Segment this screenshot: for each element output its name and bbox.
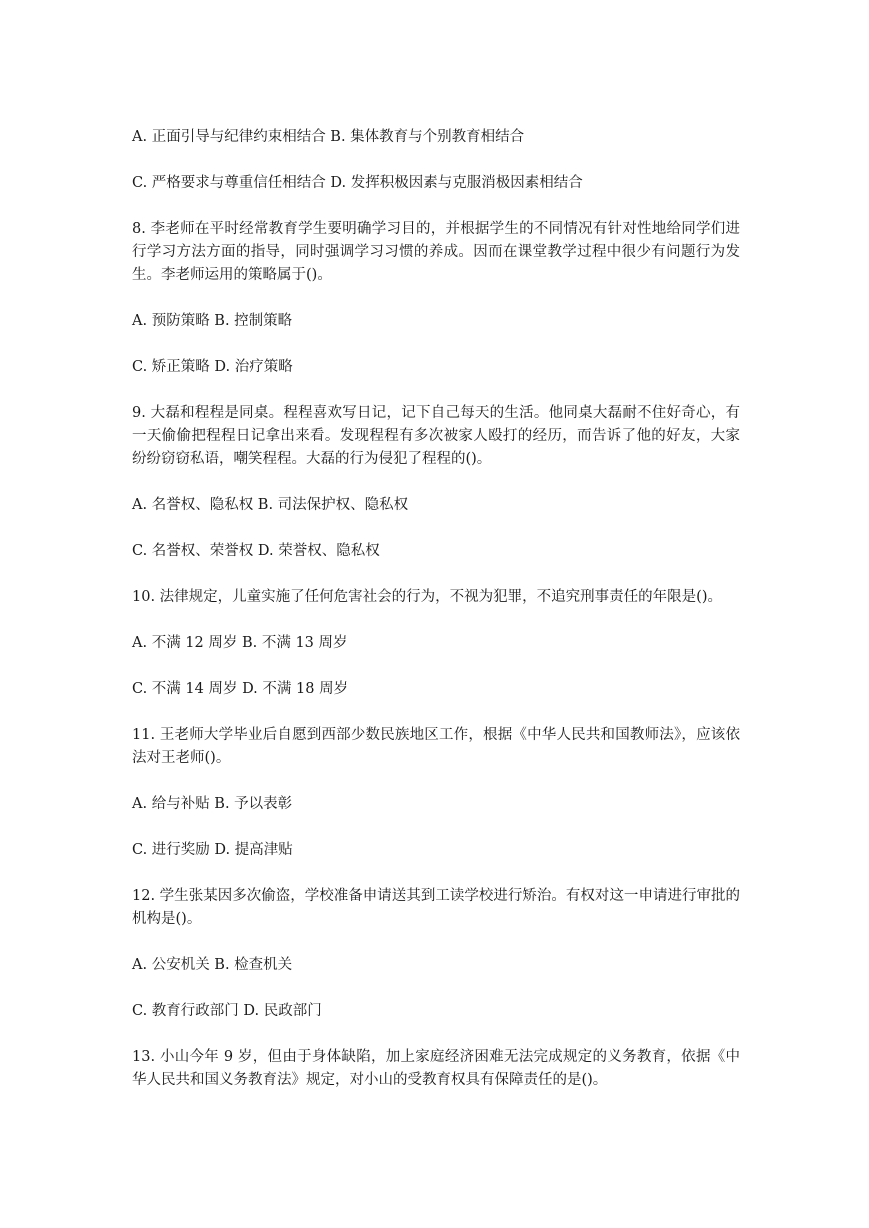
question-9: 9. 大磊和程程是同桌。程程喜欢写日记，记下自己每天的生活。他同桌大磊耐不住好奇心，有一天偷偷把程程日记拿出来看。发现程程有多次被家人殴打的经历，而告诉了他的好友，大家纷纷窃窃私语，嘲笑程程。大磊的行为侵犯了程程的()。 [132, 405, 740, 467]
question-11: 11. 王老师大学毕业后自愿到西部少数民族地区工作，根据《中华人民共和国教师法》，应该依法对王老师()。 [132, 727, 740, 766]
answer-option-line: A. 预防策略 B. 控制策略 [132, 313, 293, 329]
question-10: 10. 法律规定，儿童实施了任何危害社会的行为，不视为犯罪，不追究刑事责任的年限是()。 [132, 589, 722, 605]
answer-option-line: A. 公安机关 B. 检查机关 [132, 957, 293, 973]
answer-option-line: C. 教育行政部门 D. 民政部门 [132, 1003, 322, 1019]
question-13: 13. 小山今年 9 岁，但由于身体缺陷，加上家庭经济困难无法完成规定的义务教育，依据《中华人民共和国义务教育法》规定，对小山的受教育权具有保障责任的是()。 [132, 1049, 740, 1088]
answer-option-line: A. 不满 12 周岁 B. 不满 13 周岁 [132, 635, 348, 651]
answer-option-line: C. 矫正策略 D. 治疗策略 [132, 359, 293, 375]
answer-option-line: A. 给与补贴 B. 予以表彰 [132, 796, 293, 812]
answer-option-line: C. 进行奖励 D. 提高津贴 [132, 842, 293, 858]
answer-option-line: C. 不满 14 周岁 D. 不满 18 周岁 [132, 681, 349, 697]
answer-option-line: A. 名誉权、隐私权 B. 司法保护权、隐私权 [132, 497, 409, 513]
answer-option-line: C. 名誉权、荣誉权 D. 荣誉权、隐私权 [132, 543, 380, 559]
question-8: 8. 李老师在平时经常教育学生要明确学习目的，并根据学生的不同情况有针对性地给同学们进行学习方法方面的指导，同时强调学习习惯的养成。因而在课堂教学过程中很少有问题行为发生。李老师运用的策略属于()。 [132, 221, 740, 283]
document-page [132, 126, 740, 1115]
answer-option-line: C. 严格要求与尊重信任相结合 D. 发挥积极因素与克服消极因素相结合 [132, 175, 583, 191]
answer-option-line: A. 正面引导与纪律约束相结合 B. 集体教育与个别教育相结合 [132, 129, 525, 145]
question-12: 12. 学生张某因多次偷盗，学校准备申请送其到工读学校进行矫治。有权对这一申请进行审批的机构是()。 [132, 888, 740, 927]
